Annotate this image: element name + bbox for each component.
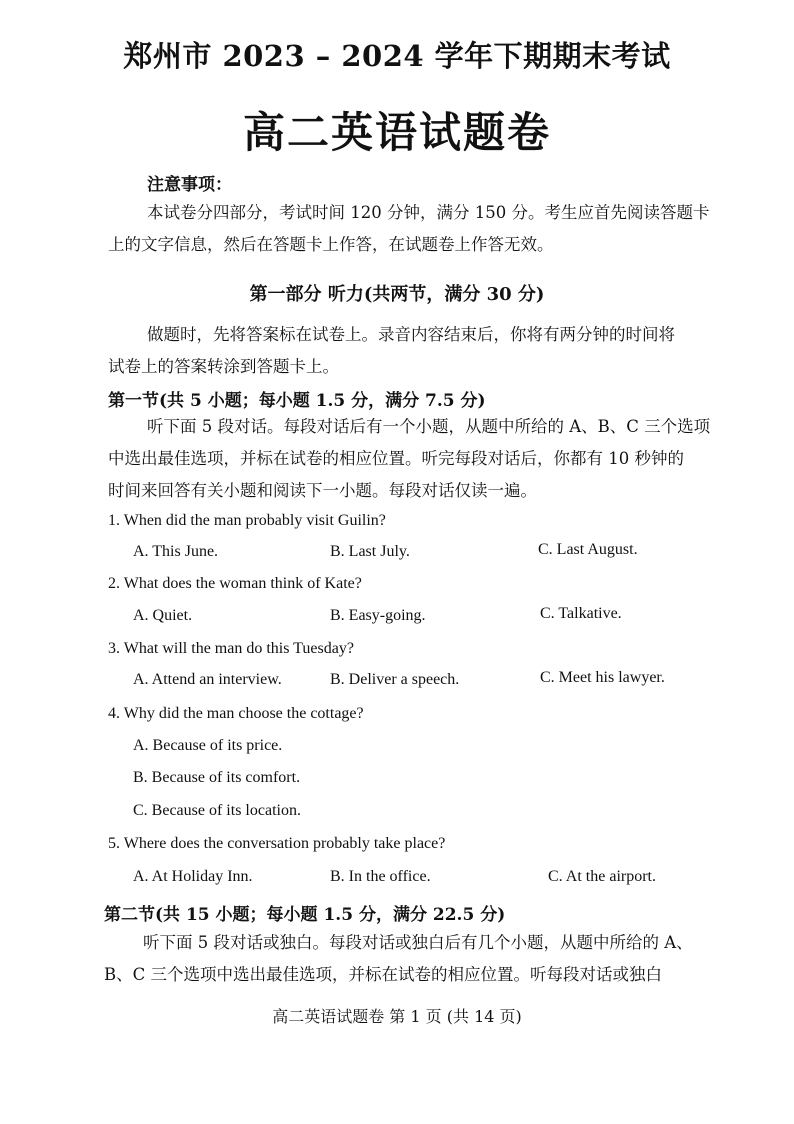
part1-intro-line-2: 试卷上的答案转涂到答题卡上。 [108,357,339,376]
section1-directions-line-1: 听下面 5 段对话。每段对话后有一个小题，从题中所给的 A、B、C 三个选项 [147,417,711,436]
paper-title: 高二英语试题卷 [242,108,551,157]
question-5-option-c: C. At the airport. [548,868,656,885]
question-2: 2. What does the woman think of Kate? [108,575,362,592]
question-4-option-a: A. Because of its price. [133,737,283,754]
question-2-option-a: A. Quiet. [133,607,193,624]
question-5-option-a: A. At Holiday Inn. [133,868,253,885]
question-4-option-b: B. Because of its comfort. [133,769,301,786]
question-3: 3. What will the man do this Tuesday? [108,640,354,657]
part1-heading: 第一部分 听力(共两节，满分 30 分) [249,284,545,305]
question-3-option-c: C. Meet his lawyer. [540,669,665,686]
section1-directions-line-2: 中选出最佳选项，并标在试卷的相应位置。听完每段对话后，你都有 10 秒钟的 [108,449,684,468]
question-1-option-a: A. This June. [133,543,219,560]
question-1-option-c: C. Last August. [538,541,638,558]
question-3-option-a: A. Attend an interview. [133,671,282,688]
exam-title: 郑州市 2023 – 2024 学年下期期末考试 [123,39,671,73]
question-3-option-b: B. Deliver a speech. [330,671,460,688]
question-2-option-b: B. Easy-going. [330,607,426,624]
notice-line-2: 上的文字信息，然后在答题卡上作答，在试题卷上作答无效。 [108,235,554,254]
section2-heading: 第二节(共 15 小题；每小题 1.5 分，满分 22.5 分) [104,905,506,925]
notice-heading: 注意事项： [147,175,232,195]
question-5-option-b: B. In the office. [330,868,431,885]
question-4: 4. Why did the man choose the cottage? [108,705,364,722]
question-1-option-b: B. Last July. [330,543,410,560]
page-footer: 高二英语试题卷 第 1 页 (共 14 页) [272,1007,522,1026]
question-2-option-c: C. Talkative. [540,605,622,622]
section1-directions-line-3: 时间来回答有关小题和阅读下一小题。每段对话仅读一遍。 [108,481,537,500]
question-1: 1. When did the man probably visit Guilin? [108,512,386,529]
question-5: 5. Where does the conversation probably take place? [108,835,446,852]
section2-directions-line-1: 听下面 5 段对话或独白。每段对话或独白后有几个小题，从题中所给的 A、 [143,933,693,952]
section1-heading: 第一节(共 5 小题；每小题 1.5 分，满分 7.5 分) [108,391,486,411]
question-4-option-c: C. Because of its location. [133,802,301,819]
part1-intro-line-1: 做题时，先将答案标在试卷上。录音内容结束后，你将有两分钟的时间将 [147,325,675,344]
notice-line-1: 本试卷分四部分，考试时间 120 分钟，满分 150 分。考生应首先阅读答题卡 [147,203,710,222]
section2-directions-line-2: B、C 三个选项中选出最佳选项，并标在试卷的相应位置。听每段对话或独白 [104,965,662,984]
